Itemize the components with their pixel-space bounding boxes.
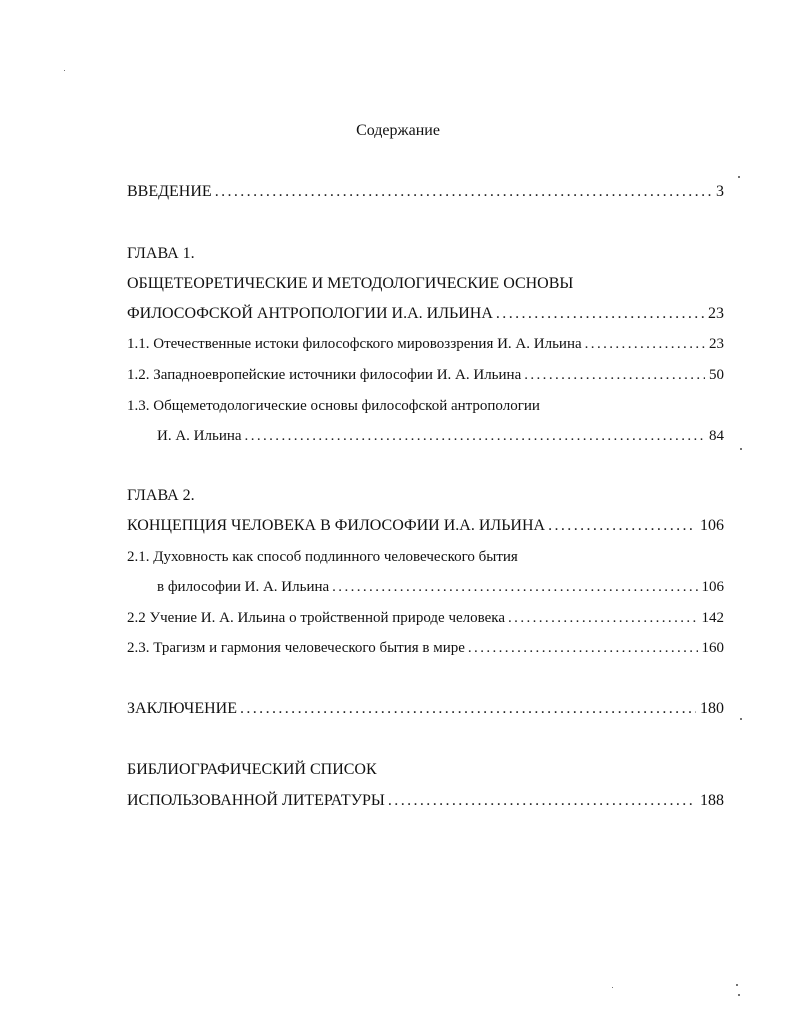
toc-page-number: 180 (700, 700, 724, 717)
dot-leader (245, 425, 705, 447)
chapter2-title: КОНЦЕПЦИЯ ЧЕЛОВЕКА В ФИЛОСОФИИ И.А. ИЛЬИНА (127, 517, 546, 534)
dot-leader (468, 637, 698, 659)
toc-entry-section-2-2 (127, 607, 724, 629)
toc-entry-label: в философии И. А. Ильина (157, 579, 330, 595)
toc-entry-chapter1 (127, 303, 724, 325)
toc-entry-label: 1.2. Западноевропейские источники философии И. А. Ильина (127, 367, 522, 383)
chapter2-heading: ГЛАВА 2. (127, 487, 195, 504)
toc-entry-section-1-1 (127, 333, 724, 355)
toc-entry-intro (127, 181, 724, 203)
toc-entry-chapter2 (127, 515, 724, 537)
toc-entry-label: ВВЕДЕНИЕ (127, 183, 212, 200)
dot-leader (332, 576, 697, 598)
toc-entry-section-1-3 (157, 425, 724, 447)
bibliography-line1: БИБЛИОГРАФИЧЕСКИЙ СПИСОК (127, 761, 377, 778)
chapter1-title-line1: ОБЩЕТЕОРЕТИЧЕСКИЕ И МЕТОДОЛОГИЧЕСКИЕ ОСНОВЫ (127, 275, 574, 292)
toc-page-number: 106 (701, 579, 724, 595)
toc-entry-conclusion (127, 698, 724, 720)
toc-entry-section-2-1 (157, 576, 724, 598)
chapter1-heading: ГЛАВА 1. (127, 245, 195, 262)
toc-page-number: 3 (716, 183, 724, 200)
toc-page-number: 188 (700, 792, 724, 809)
dot-leader (388, 790, 696, 812)
scan-speck (612, 987, 613, 988)
toc-entry-bibliography (127, 790, 724, 812)
dot-leader (240, 698, 696, 720)
scan-speck (740, 718, 742, 720)
scan-speck (738, 994, 740, 996)
toc-entry-label: И. А. Ильина (157, 428, 242, 444)
toc-page-number: 23 (709, 336, 724, 352)
toc-entry-section-2-3 (127, 637, 724, 659)
toc-page-number: 50 (709, 367, 724, 383)
scan-speck (736, 984, 738, 986)
toc-entry-label: 2.2 Учение И. А. Ильина о тройственной природе человека (127, 610, 506, 626)
toc-entry-section-1-3-line1: 1.3. Общеметодологические основы философской антропологии (127, 398, 540, 414)
toc-entry-label: ЗАКЛЮЧЕНИЕ (127, 700, 237, 717)
toc-entry-section-1-2 (127, 364, 724, 386)
toc-page-number: 160 (701, 640, 724, 656)
dot-leader (496, 303, 704, 325)
toc-page-number: 84 (709, 428, 724, 444)
scan-speck (64, 70, 65, 71)
dot-leader (548, 515, 696, 537)
chapter1-title-line2: ФИЛОСОФСКОЙ АНТРОПОЛОГИИ И.А. ИЛЬИНА (127, 305, 493, 322)
bibliography-line2: ИСПОЛЬЗОВАННОЙ ЛИТЕРАТУРЫ (127, 792, 385, 809)
toc-page-number: 142 (701, 610, 724, 626)
scan-speck (738, 176, 740, 178)
dot-leader (508, 607, 697, 629)
toc-entry-section-2-1-line1: 2.1. Духовность как способ подлинного человеческого бытия (127, 549, 518, 565)
page-title: Содержание (356, 122, 440, 139)
scan-speck (740, 448, 742, 450)
dot-leader (215, 181, 712, 203)
toc-page-number: 23 (708, 305, 724, 322)
dot-leader (585, 333, 705, 355)
toc-entry-label: 1.1. Отечественные истоки философского мировоззрения И. А. Ильина (127, 336, 582, 352)
dot-leader (524, 364, 705, 386)
toc-entry-label: 2.3. Трагизм и гармония человеческого бытия в мире (127, 640, 465, 656)
toc-page-number: 106 (700, 517, 724, 534)
